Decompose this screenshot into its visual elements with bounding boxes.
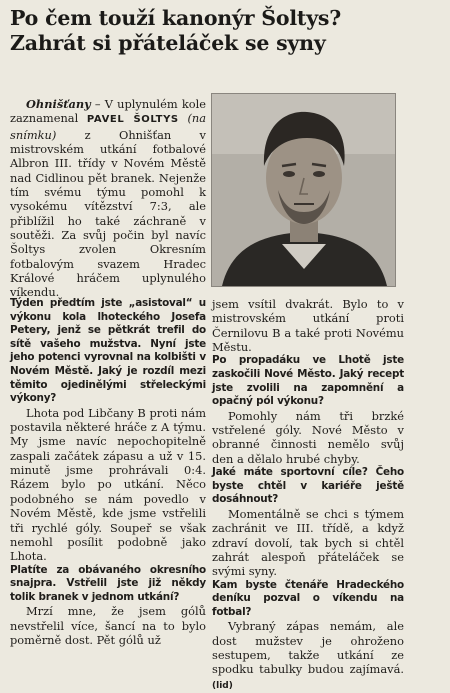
headline-line-1: Po čem touží kanonýr Šoltys? [10,6,342,30]
answer-2: Mrzí mne, že jsem gólů nevstřelil více, šancí na to bylo poměrně dost. Pět gólů už [10,604,206,647]
answer-4: Momentálně se chci s týmem zachránit ve III. třídě, a když zdraví dovolí, tak bych si chtěl zahrát alespoň přáteláček se svými syny. [212,506,404,579]
question-2: Platíte za obávaného okresního snajpra. Vstřelil jste již někdy tolik branek v jednom utkání? [10,563,206,603]
player-name: PAVEL ŠOLTYS [86,114,179,126]
author-signature: (lid) [212,680,233,691]
question-4: Jaké máte sportovní cíle? Čeho byste chtěl v kariéře ještě dosáhnout? [212,466,404,506]
question-3: Po propadáku ve Lhotě jste zaskočili Nové Město. Jaký recept jste zvolili na zapomnění a opačný pól výkonu? [212,354,404,408]
intro-paragraph [10,97,206,300]
column-left [10,297,206,647]
column-right [212,297,404,693]
intro-text-b: z Ohnišťan v mistrovském utkání fotbalové Albron III. třídy v Novém Městě nad Cidlinou pět branek. Nejenže tím svému týmu pomohl k vysokému vítězství 7:3, ale přiblížil ho také záchraně v soutěži. Za svůj počin byl navíc Šoltys zvolen Okresním fotbalovým svazem Hradec Králové hráčem uplynulého víkendu. [10,127,206,300]
intro-text-a: – V uplynulém kole zaznamenal [10,97,206,126]
place-name: Ohnišťany [26,97,91,111]
headline-line-2: Zahrát si přáteláček se syny [10,31,326,55]
photo-caption: (na snímku) [10,111,207,142]
answer-3: Pomohly nám tři brzké vstřelené góly. Nové Město v obranné činnosti nemělo svůj den a dělalo hrubé chyby. [212,408,404,466]
headline [10,6,442,56]
answer-1: Lhota pod Libčany B proti nám postavila některé hráče z A týmu. My jsme navíc nepochopitelně zaspali začátek zápasu a už v 15. minutě jsme prohrávali 0:4. Rázem bylo po utkání. Něco podobného se nám povedlo v Novém Městě, kde jsme vstřelili tři rychlé góly. Soupeř se však nemohl posílit podobně jako Lhota. [10,405,206,564]
question-5: Kam byste čtenáře Hradeckého deníku pozval o víkendu na fotbal? [212,578,404,618]
answer-5: Vybraný zápas nemám, ale dost mužstev je ohroženo sestupem, takže utkání ze spodku tabulky budou zajímavá. [212,619,404,677]
question-1: Týden předtím jste „asistoval“ u výkonu kola lhoteckého Josefa Petery, jenž se pětkrát trefil do sítě vašeho mužstva. Nyní jste jeho potenci vyrovnal na kolbišti v Novém Městě. Jaký je rozdíl mezi těmito ojedinělými střeleckými výkony? [10,297,206,405]
player-portrait-image [212,94,395,286]
player-photo [211,93,396,287]
answer-2-continued: jsem vsítil dvakrát. Bylo to v mistrovském utkání proti Černilovu B a také proti Novému Městu. [212,297,404,355]
